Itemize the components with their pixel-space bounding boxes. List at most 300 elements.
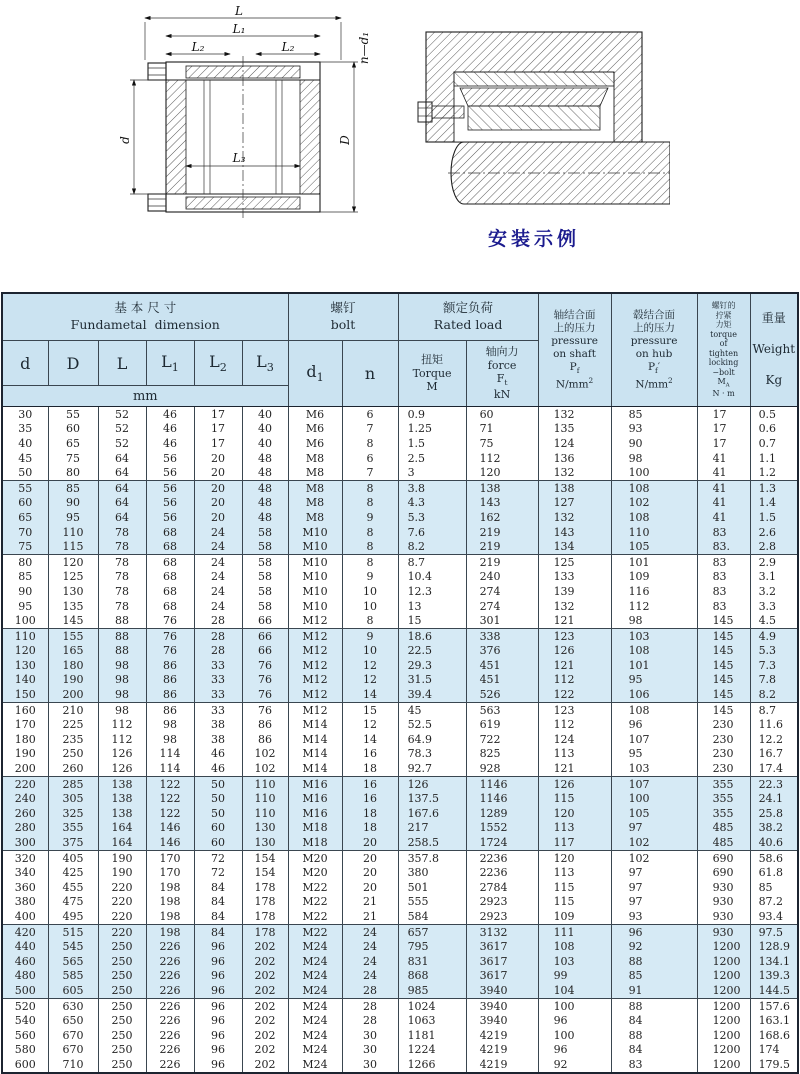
cell: 230: [697, 747, 750, 762]
cell: 110: [242, 776, 288, 791]
cell: 33: [194, 687, 242, 702]
cell: 144.5: [750, 983, 798, 998]
table-row: [2, 761, 798, 776]
cell: 97: [611, 895, 697, 910]
cell: 40.6: [750, 835, 798, 850]
cell: 480: [2, 969, 48, 984]
cell: 58: [242, 554, 288, 569]
cell: 97: [611, 880, 697, 895]
cell: M24: [288, 939, 342, 954]
cell: 68: [146, 570, 194, 585]
cell: 1.3: [750, 480, 798, 495]
table-row: [2, 644, 798, 659]
cell: 100: [538, 1028, 611, 1043]
cell: 28: [194, 628, 242, 643]
cell: 64: [98, 496, 146, 511]
cell: 21: [342, 909, 398, 924]
cell: 202: [242, 1043, 288, 1058]
cell: 90: [48, 496, 98, 511]
cell: 240: [466, 570, 538, 585]
cell: 70: [2, 525, 48, 540]
cell: 300: [2, 835, 48, 850]
cell: 7.6: [398, 525, 466, 540]
cell: 100: [538, 998, 611, 1013]
dim-label-n-d1: n—d₁: [357, 31, 371, 65]
cell: 145: [697, 702, 750, 717]
cell: 50: [194, 791, 242, 806]
cell: 1266: [398, 1057, 466, 1073]
cell: 1200: [697, 1013, 750, 1028]
cell: M8: [288, 451, 342, 466]
cell: 8: [342, 496, 398, 511]
cell: 375: [48, 835, 98, 850]
cell: M10: [288, 584, 342, 599]
cell: 33: [194, 658, 242, 673]
table-row: [2, 687, 798, 702]
cell: 178: [242, 895, 288, 910]
table-row: [2, 407, 798, 422]
cell: 112: [611, 599, 697, 614]
cell: 95: [611, 673, 697, 688]
cell: 12: [342, 658, 398, 673]
cell: 126: [98, 747, 146, 762]
cell: 75: [48, 451, 98, 466]
cell: 46: [146, 422, 194, 437]
table-row: [2, 1013, 798, 1028]
cell: 160: [2, 702, 48, 717]
header-col-L3: $L_3$: [242, 341, 288, 386]
cell: 650: [48, 1013, 98, 1028]
cell: 48: [242, 496, 288, 511]
table-row: [2, 451, 798, 466]
cell: 198: [146, 895, 194, 910]
cell: 163.1: [750, 1013, 798, 1028]
cell: 170: [146, 865, 194, 880]
cell: 103: [611, 628, 697, 643]
cell: 190: [98, 850, 146, 865]
cell: M22: [288, 924, 342, 939]
cell: 250: [98, 983, 146, 998]
cell: 928: [466, 761, 538, 776]
cell: 24: [194, 599, 242, 614]
cell: 24: [342, 969, 398, 984]
cell: 134: [538, 539, 611, 554]
cell: 178: [242, 909, 288, 924]
cell: 28: [194, 644, 242, 659]
cell: 96: [611, 924, 697, 939]
cell: 76: [242, 702, 288, 717]
cell: 170: [2, 717, 48, 732]
cell: M10: [288, 570, 342, 585]
cell: 75: [2, 539, 48, 554]
cell: 120: [538, 806, 611, 821]
cell: 28: [194, 613, 242, 628]
cell: 1200: [697, 939, 750, 954]
cell: 198: [146, 924, 194, 939]
cell: 101: [611, 658, 697, 673]
cell: 95: [2, 599, 48, 614]
table-row: [2, 821, 798, 836]
cell: M24: [288, 1057, 342, 1073]
cell: 2.8: [750, 539, 798, 554]
cell: 451: [466, 673, 538, 688]
cell: 460: [2, 954, 48, 969]
cell: 7: [342, 465, 398, 480]
cell: 14: [342, 732, 398, 747]
cell: 3.3: [750, 599, 798, 614]
cell: M22: [288, 895, 342, 910]
cell: 40: [242, 407, 288, 422]
cell: 104: [538, 983, 611, 998]
cell: 93: [611, 909, 697, 924]
cell: 133: [538, 570, 611, 585]
table-row: [2, 880, 798, 895]
cell: 108: [538, 939, 611, 954]
cell: 12.2: [750, 732, 798, 747]
cell: 64.9: [398, 732, 466, 747]
cell: 92: [538, 1057, 611, 1073]
cell: 24: [194, 539, 242, 554]
cell: 657: [398, 924, 466, 939]
cell: M10: [288, 539, 342, 554]
dim-label-D: D: [338, 135, 352, 145]
cell: 18: [342, 806, 398, 821]
cell: 110: [48, 525, 98, 540]
cell: 78: [98, 570, 146, 585]
cell: 130: [2, 658, 48, 673]
cell: 60: [2, 496, 48, 511]
cell: 56: [146, 451, 194, 466]
cell: M10: [288, 525, 342, 540]
cell: 122: [146, 776, 194, 791]
table-row: [2, 465, 798, 480]
cell: 83.: [697, 539, 750, 554]
cell: 690: [697, 865, 750, 880]
cell: 258.5: [398, 835, 466, 850]
table-row: [2, 658, 798, 673]
cell: 555: [398, 895, 466, 910]
cell: M24: [288, 983, 342, 998]
cell: 2236: [466, 865, 538, 880]
table-row: [2, 954, 798, 969]
cell: 85: [611, 969, 697, 984]
table-row: [2, 539, 798, 554]
cell: M20: [288, 850, 342, 865]
table-row: [2, 496, 798, 511]
table-row: [2, 510, 798, 525]
cell: 110: [242, 791, 288, 806]
table-row: [2, 939, 798, 954]
cell: 162: [466, 510, 538, 525]
cell: 154: [242, 865, 288, 880]
cell: 138: [98, 791, 146, 806]
cell: 110: [242, 806, 288, 821]
cell: 90: [611, 436, 697, 451]
cell: 21: [342, 895, 398, 910]
cell: 117: [538, 835, 611, 850]
cell: 1200: [697, 1028, 750, 1043]
cell: 670: [48, 1043, 98, 1058]
cell: 90: [2, 584, 48, 599]
header-col-d1: $d_1$: [288, 341, 342, 407]
cell: 99: [538, 969, 611, 984]
cell: 10.4: [398, 570, 466, 585]
cell: 46: [146, 436, 194, 451]
cell: 78: [98, 599, 146, 614]
assembly-drawing: [118, 4, 374, 248]
cell: 220: [98, 895, 146, 910]
cell: 30: [342, 1028, 398, 1043]
cell: 5.3: [398, 510, 466, 525]
table-row: [2, 747, 798, 762]
cell: 145: [697, 687, 750, 702]
table-row: [2, 673, 798, 688]
header-col-torque: 扭矩 Torque M: [398, 341, 466, 407]
cell: 109: [538, 909, 611, 924]
table-row: [2, 554, 798, 569]
cell: 219: [466, 554, 538, 569]
cell: 12: [342, 673, 398, 688]
table-row: [2, 865, 798, 880]
cell: 83: [697, 554, 750, 569]
cell: 6: [342, 451, 398, 466]
cell: 380: [2, 895, 48, 910]
cell: 2.6: [750, 525, 798, 540]
cell: M14: [288, 747, 342, 762]
cell: 40: [2, 436, 48, 451]
cell: 45: [2, 451, 48, 466]
cell: 96: [611, 717, 697, 732]
dim-label-L1: L₁: [232, 22, 246, 36]
cell: 101: [611, 554, 697, 569]
cell: 88: [98, 613, 146, 628]
cell: 10: [342, 584, 398, 599]
cell: 56: [146, 465, 194, 480]
cell: 136: [538, 451, 611, 466]
cell: 500: [2, 983, 48, 998]
cell: 122: [146, 791, 194, 806]
cell: 68: [146, 554, 194, 569]
cell: 126: [538, 644, 611, 659]
cell: 78: [98, 584, 146, 599]
cell: 24: [342, 939, 398, 954]
cell: 85: [2, 570, 48, 585]
cell: 0.6: [750, 422, 798, 437]
cell: 3617: [466, 939, 538, 954]
cell: 137.5: [398, 791, 466, 806]
cell: 98: [146, 732, 194, 747]
cell: 3.8: [398, 480, 466, 495]
cell: 22.5: [398, 644, 466, 659]
header-mm-unit: mm: [2, 386, 288, 407]
cell: 64: [98, 451, 146, 466]
header-col-axial-force: 轴向力 force $F_t$ kN: [466, 341, 538, 407]
cell: 400: [2, 909, 48, 924]
cell: 226: [146, 1057, 194, 1073]
cell: 121: [538, 658, 611, 673]
cell: 28: [342, 1013, 398, 1028]
cell: 98: [611, 613, 697, 628]
cell: 71: [466, 422, 538, 437]
cell: 39.4: [398, 687, 466, 702]
cell: 7.3: [750, 658, 798, 673]
cell: 157.6: [750, 998, 798, 1013]
cell: 58.6: [750, 850, 798, 865]
cell: 105: [611, 539, 697, 554]
cell: 114: [146, 761, 194, 776]
cell: 115: [48, 539, 98, 554]
cell: 102: [242, 761, 288, 776]
cell: 66: [242, 613, 288, 628]
cell: 240: [2, 791, 48, 806]
cell: 107: [611, 732, 697, 747]
cell: 17: [194, 422, 242, 437]
table-row: [2, 983, 798, 998]
header-pressure-on-hub: 毂结合面 上的压力 pressure on hub $P_f'$ $N/mm^2$: [611, 293, 697, 407]
cell: 1200: [697, 983, 750, 998]
cell: 202: [242, 983, 288, 998]
cell: 85: [611, 407, 697, 422]
cell: 96: [194, 983, 242, 998]
cell: 3: [398, 465, 466, 480]
cell: 102: [611, 850, 697, 865]
cell: 64: [98, 510, 146, 525]
cell: 355: [697, 791, 750, 806]
cell: 260: [2, 806, 48, 821]
cell: 68: [146, 599, 194, 614]
cell: 145: [697, 613, 750, 628]
cell: 219: [466, 525, 538, 540]
cell: 580: [2, 1043, 48, 1058]
cell: 46: [146, 407, 194, 422]
cell: 56: [146, 480, 194, 495]
cell: 868: [398, 969, 466, 984]
cell: 45: [398, 702, 466, 717]
cell: 41: [697, 510, 750, 525]
cell: 120: [466, 465, 538, 480]
table-row: [2, 1057, 798, 1073]
cell: 155: [48, 628, 98, 643]
cell: M12: [288, 644, 342, 659]
cell: 3940: [466, 983, 538, 998]
cell: 4.5: [750, 613, 798, 628]
cell: 1063: [398, 1013, 466, 1028]
cell: 115: [538, 880, 611, 895]
cell: 600: [2, 1057, 48, 1073]
cell: 220: [2, 776, 48, 791]
table-row: [2, 924, 798, 939]
cell: 3.1: [750, 570, 798, 585]
header-bolt: 螺钉 bolt: [288, 293, 398, 341]
cell: 1224: [398, 1043, 466, 1058]
cell: 20: [194, 510, 242, 525]
cell: 41: [697, 465, 750, 480]
cell: M16: [288, 791, 342, 806]
cell: 200: [2, 761, 48, 776]
cell: 123: [538, 628, 611, 643]
cell: 112: [538, 717, 611, 732]
cell: 11.6: [750, 717, 798, 732]
cell: 280: [2, 821, 48, 836]
cell: 28: [342, 983, 398, 998]
cell: 619: [466, 717, 538, 732]
cell: 52: [98, 422, 146, 437]
cell: 0.7: [750, 436, 798, 451]
table-row: [2, 850, 798, 865]
cell: 226: [146, 1028, 194, 1043]
cell: 585: [48, 969, 98, 984]
cell: 8: [342, 613, 398, 628]
header-col-d: d: [2, 341, 48, 386]
cell: 80: [2, 554, 48, 569]
cell: 420: [2, 924, 48, 939]
cell: 202: [242, 998, 288, 1013]
cell: M6: [288, 436, 342, 451]
cell: M24: [288, 1043, 342, 1058]
cell: 48: [242, 465, 288, 480]
cell: 41: [697, 480, 750, 495]
header-fundamental-dimension: 基 本 尺 寸 Fundametal dimension: [2, 293, 288, 341]
cell: 121: [538, 613, 611, 628]
table-row: [2, 806, 798, 821]
cell: 24: [194, 554, 242, 569]
cell: 115: [538, 791, 611, 806]
cell: 17: [194, 407, 242, 422]
cell: 96: [538, 1013, 611, 1028]
cell: 501: [398, 880, 466, 895]
table-row: [2, 909, 798, 924]
cell: 86: [146, 702, 194, 717]
cell: 495: [48, 909, 98, 924]
cell: 96: [194, 998, 242, 1013]
cell: 202: [242, 969, 288, 984]
cell: 520: [2, 998, 48, 1013]
cell: 250: [98, 1043, 146, 1058]
header-col-D: D: [48, 341, 98, 386]
cell: 132: [538, 510, 611, 525]
cell: 20: [342, 835, 398, 850]
cell: 29.3: [398, 658, 466, 673]
cell: 75: [466, 436, 538, 451]
cell: 8: [342, 480, 398, 495]
header-pressure-on-shaft: 轴结合面 上的压力 pressure on shaft $P_f$ $N/mm^2$: [538, 293, 611, 407]
cell: 18.6: [398, 628, 466, 643]
header-rated-load: 额定负荷 Rated load: [398, 293, 538, 341]
table-row: [2, 969, 798, 984]
cell: 9: [342, 570, 398, 585]
cell: 114: [146, 747, 194, 762]
cell: 178: [242, 880, 288, 895]
table-row: [2, 717, 798, 732]
cell: 202: [242, 1028, 288, 1043]
cell: 154: [242, 850, 288, 865]
cell: 13: [398, 599, 466, 614]
cell: 83: [697, 570, 750, 585]
cell: 30: [2, 407, 48, 422]
cell: 305: [48, 791, 98, 806]
cell: 226: [146, 1043, 194, 1058]
cell: 1200: [697, 1057, 750, 1073]
cell: 180: [2, 732, 48, 747]
cell: 48: [242, 451, 288, 466]
cell: 123: [538, 702, 611, 717]
cell: M12: [288, 687, 342, 702]
cell: 83: [697, 525, 750, 540]
table-row: [2, 613, 798, 628]
cell: M8: [288, 480, 342, 495]
cell: 88: [611, 998, 697, 1013]
cell: 112: [98, 717, 146, 732]
